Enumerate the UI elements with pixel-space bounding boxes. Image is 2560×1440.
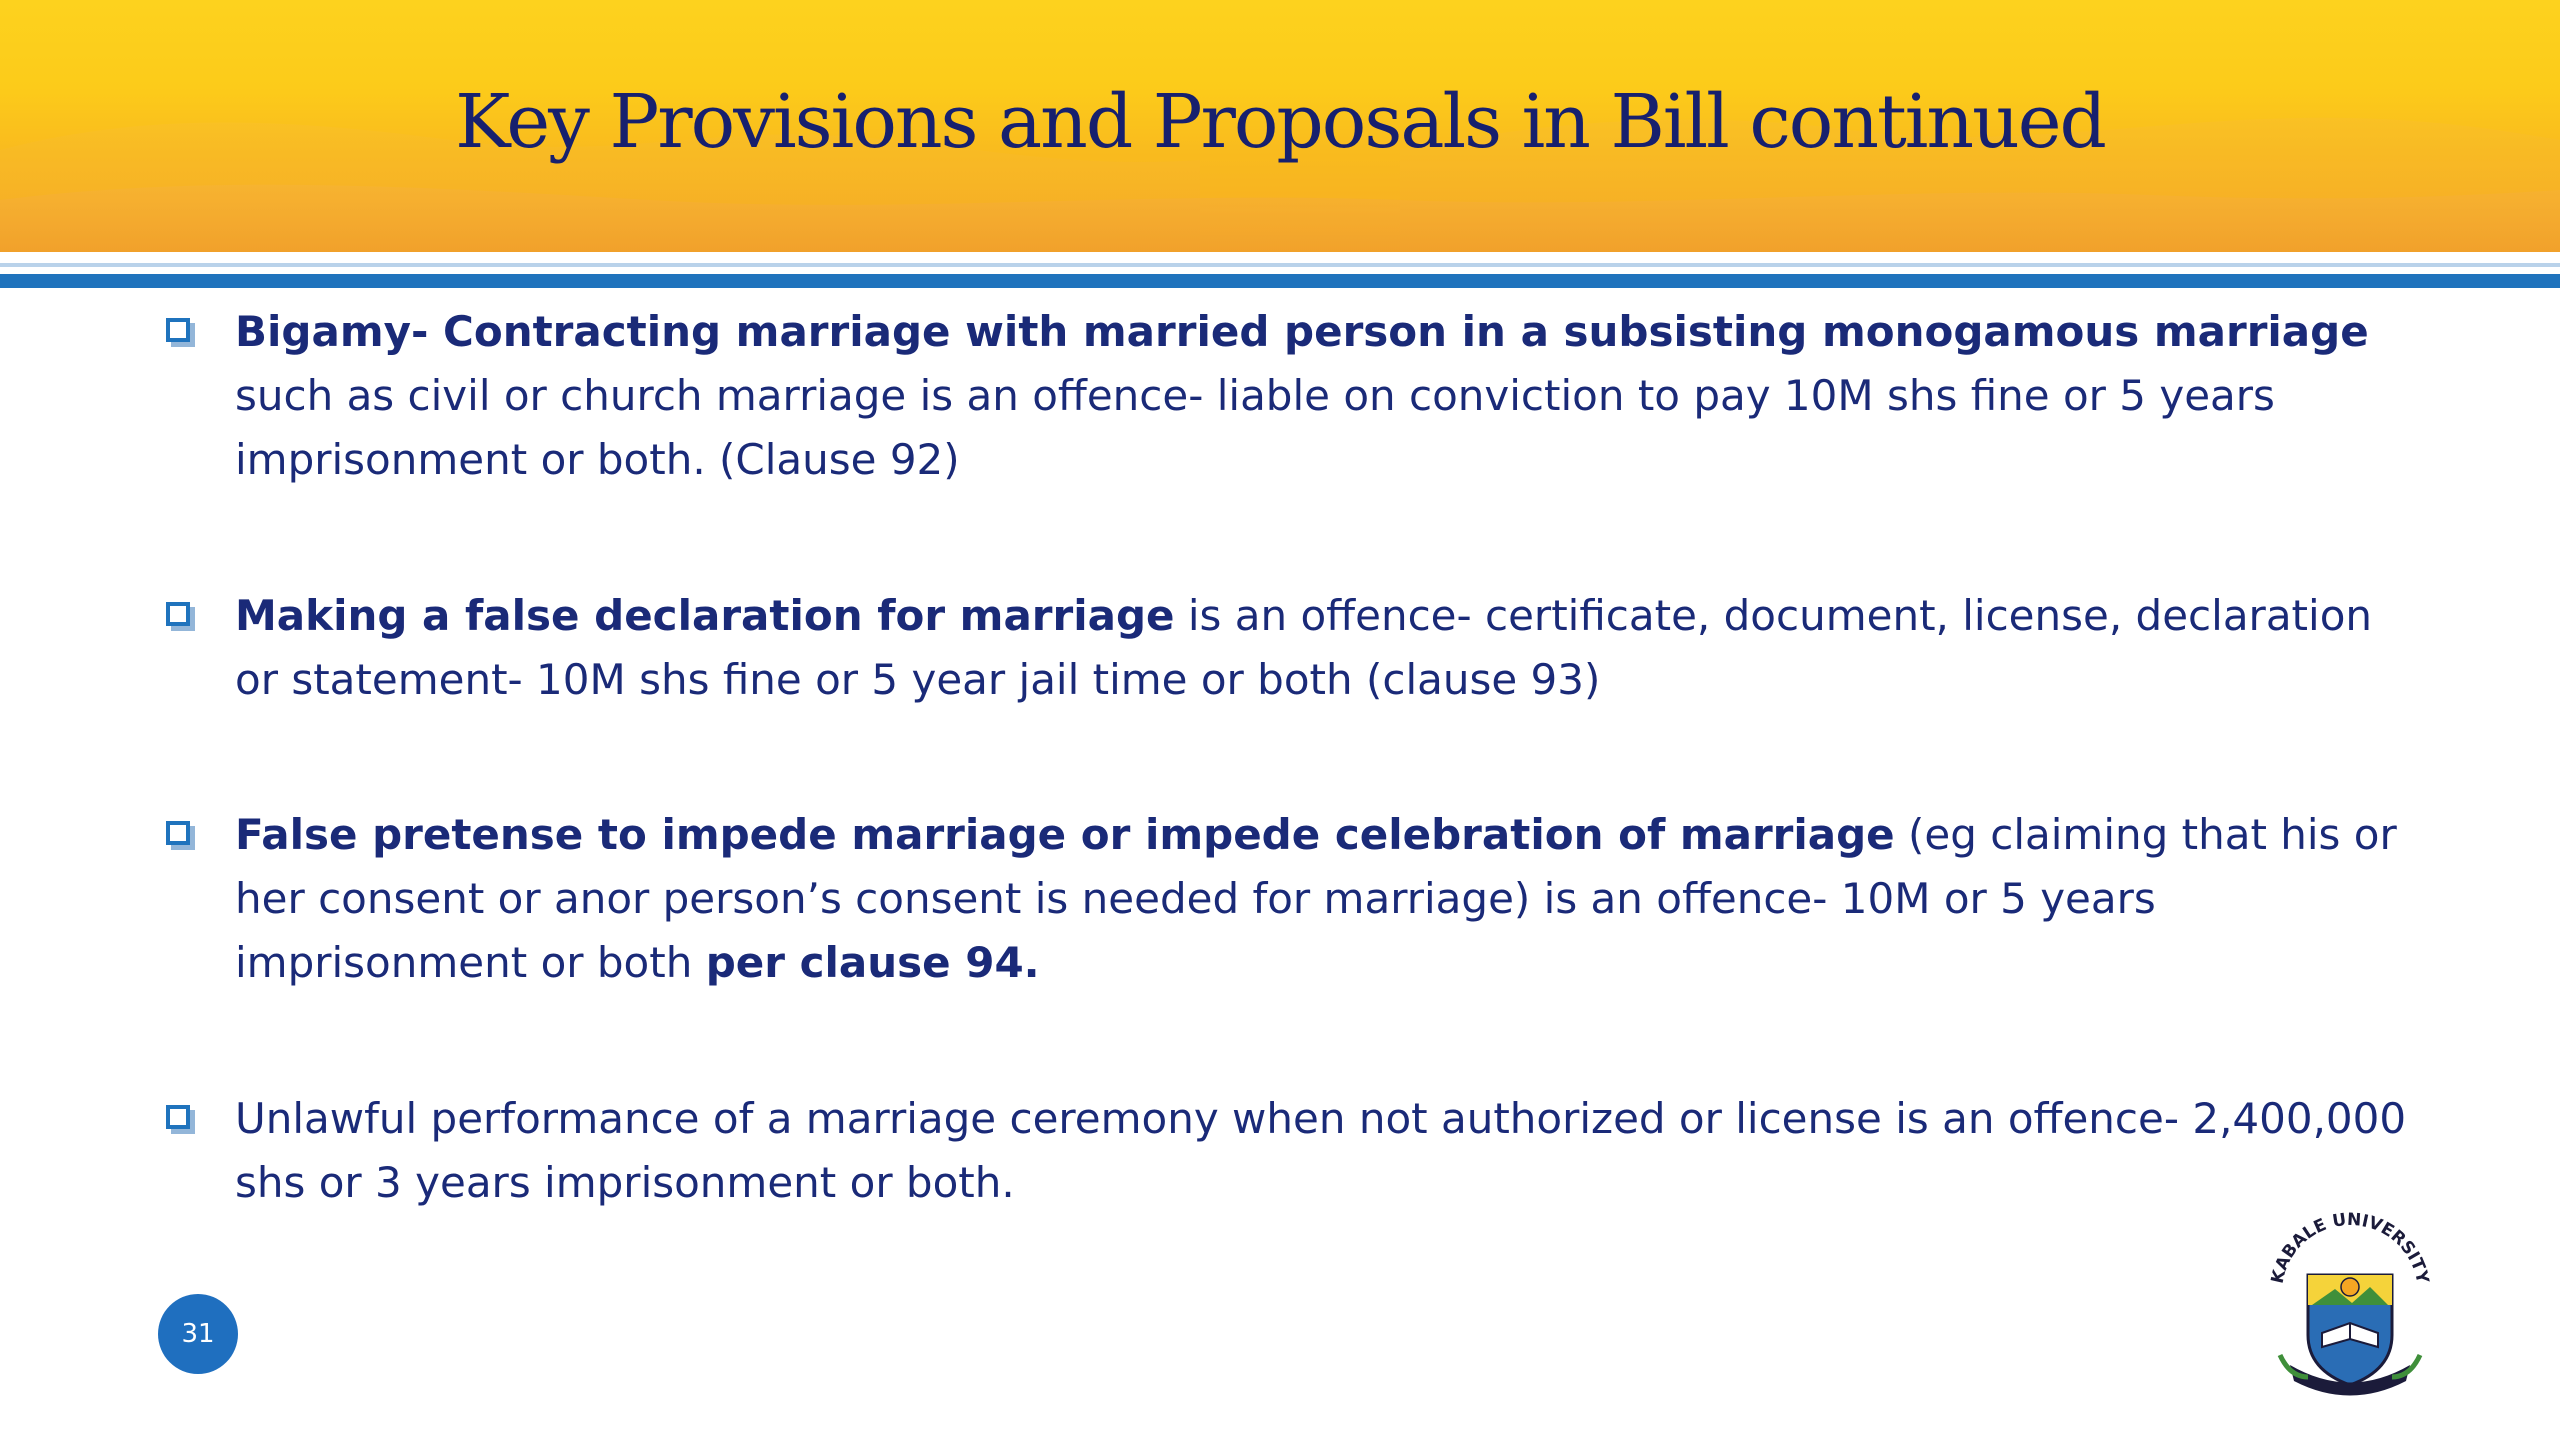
page-number-badge: 31 — [158, 1294, 238, 1374]
list-item — [160, 300, 2420, 492]
header-separator-blue — [0, 274, 2560, 288]
square-checkbox-bullet-icon — [166, 1105, 190, 1129]
item-text: such as civil or church marriage is an offence- liable on conviction to pay 10M shs fine or 5 years imprisonment or both. (Clause 92) — [235, 371, 2275, 484]
square-checkbox-bullet-icon — [166, 821, 190, 845]
item-text: Unlawful performance of a marriage ceremony when not authorized or license is an offence- 2,400,000 shs or 3 years imprisonment or both. — [235, 1094, 2407, 1207]
list-item — [160, 803, 2420, 995]
item-bold-end-text: per clause 94. — [705, 938, 1040, 987]
square-checkbox-bullet-icon — [166, 318, 190, 342]
header-separator-light — [0, 263, 2560, 267]
item-text: is an offence- certificate, document, license, declaration or statement- 10M shs fine or 5 year jail time or both (clause 93) — [235, 591, 2373, 704]
item-text: (eg claiming that his or her consent or anor person’s consent is needed for marriage) is an offence- 10M or 5 years imprisonment or both — [235, 810, 2397, 987]
item-bold-text: Bigamy- Contracting marriage with married person in a subsisting monogamous marriage — [235, 307, 2369, 356]
item-bold-text: False pretense to impede marriage or impede celebration of marriage — [235, 810, 1895, 859]
slide-header — [0, 0, 2560, 252]
square-checkbox-bullet-icon — [166, 602, 190, 626]
list-item — [160, 584, 2420, 712]
list-item — [160, 1087, 2420, 1215]
university-crest-icon — [2260, 1205, 2440, 1405]
slide-title: Key Provisions and Proposals in Bill continued — [455, 79, 2105, 165]
item-bold-text: Making a false declaration for marriage — [235, 591, 1175, 640]
logo-text: KABALE UNIVERSITY — [2267, 1209, 2433, 1286]
